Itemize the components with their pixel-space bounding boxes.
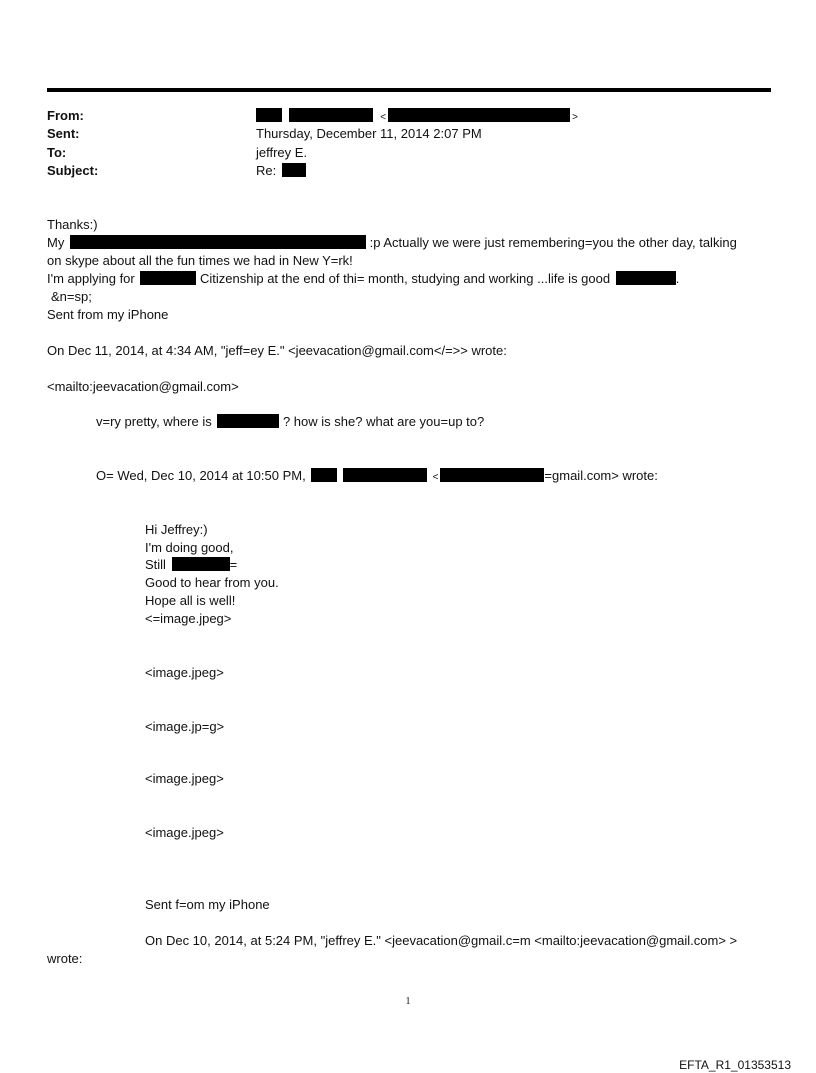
redaction xyxy=(217,414,279,428)
quote-line: Hi Jeffrey:) xyxy=(145,522,208,537)
quote-line: <=image.jpeg> xyxy=(145,611,232,626)
redaction xyxy=(440,468,544,482)
sent-value: Thursday, December 11, 2014 2:07 PM xyxy=(256,126,482,141)
body-text: My xyxy=(47,235,65,250)
document-id: EFTA_R1_01353513 xyxy=(679,1058,791,1072)
redaction xyxy=(616,271,676,285)
quote-line: Good to hear from you. xyxy=(145,575,279,590)
to-label: To: xyxy=(47,145,67,160)
body-text: :p Actually we were just remembering=you the other day, talking xyxy=(369,235,737,250)
quote-text: ? how is she? what are you=up to? xyxy=(282,414,485,429)
redaction xyxy=(311,468,337,482)
from-gt: > xyxy=(572,112,578,123)
body-line xyxy=(47,271,679,287)
quote-line xyxy=(96,414,484,430)
quote-line: On Dec 10, 2014, at 5:24 PM, "jeffrey E." <jeevacation@gmail.c=m <mailto:jeevacation@gmail.com> > xyxy=(145,933,738,948)
redaction xyxy=(256,108,282,122)
image-placeholder: <image.jpeg> xyxy=(145,665,224,680)
quote-line xyxy=(96,468,658,486)
from-label: From: xyxy=(47,108,84,123)
quote-text: Still xyxy=(145,557,166,572)
redaction xyxy=(388,108,570,122)
body-line xyxy=(47,235,737,251)
body-line: Sent from my iPhone xyxy=(47,307,169,322)
body-line: On Dec 11, 2014, at 4:34 AM, "jeff=ey E." <jeevacation@gmail.com</=>> wrote: xyxy=(47,343,507,358)
redaction xyxy=(140,271,196,285)
redaction xyxy=(282,163,306,177)
body-line: on skype about all the fun times we had in New Y=rk! xyxy=(47,253,353,268)
body-text: I'm applying for xyxy=(47,271,135,286)
image-placeholder: <image.jpeg> xyxy=(145,771,224,786)
wrote-line: wrote: xyxy=(47,951,83,966)
subject-prefix: Re: xyxy=(256,163,277,178)
redaction xyxy=(172,557,230,571)
quote-text: = xyxy=(229,557,238,572)
body-line: &n=sp; xyxy=(51,289,92,304)
from-lt: < xyxy=(380,112,387,123)
redaction xyxy=(343,468,427,482)
to-value: jeffrey E. xyxy=(256,145,308,160)
body-line: Thanks:) xyxy=(47,217,98,232)
quote-line xyxy=(145,557,237,573)
image-placeholder: <image.jp=g> xyxy=(145,719,225,734)
quote-line: I'm doing good, xyxy=(145,540,234,555)
subject-label: Subject: xyxy=(47,163,99,178)
redaction xyxy=(70,235,366,249)
from-value xyxy=(256,108,578,126)
subject-value xyxy=(256,163,306,179)
body-line: <mailto:jeevacation@gmail.com> xyxy=(47,379,239,394)
body-text: Citizenship at the end of thi= month, studying and working ...life is good xyxy=(200,271,611,286)
sent-label: Sent: xyxy=(47,126,80,141)
quote-text: v=ry pretty, where is xyxy=(96,414,212,429)
redaction xyxy=(289,108,373,122)
quote-text: =gmail.com> wrote: xyxy=(544,468,658,483)
quote-line: Hope all is well! xyxy=(145,593,236,608)
quote-text: O= Wed, Dec 10, 2014 at 10:50 PM, xyxy=(96,468,306,483)
image-placeholder: <image.jpeg> xyxy=(145,825,224,840)
body-text: . xyxy=(675,271,680,286)
page-number: 1 xyxy=(405,996,411,1007)
quote-line: Sent f=om my iPhone xyxy=(145,897,270,912)
header-rule xyxy=(47,88,771,92)
quote-text: < xyxy=(432,472,439,483)
